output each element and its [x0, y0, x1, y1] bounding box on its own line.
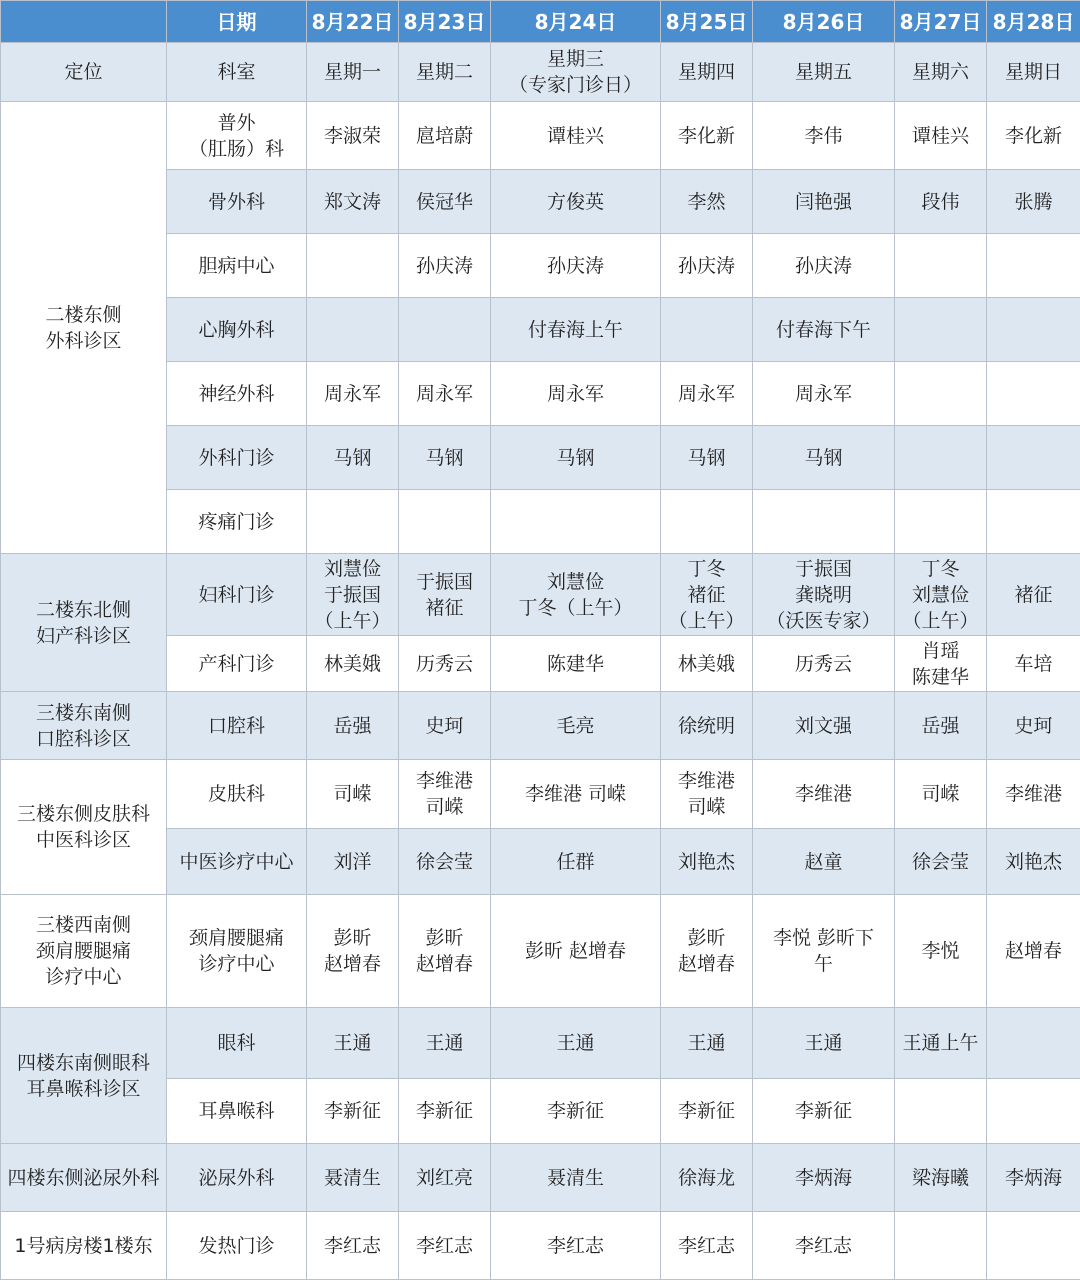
date-cell: 8月25日 — [661, 1, 753, 43]
location-header: 定位 — [1, 43, 167, 102]
doctor-cell: 李维港 — [753, 760, 895, 829]
doctor-cell: 方俊英 — [491, 170, 661, 234]
doctor-cell: 刘慧俭 于振国 （上午） — [307, 554, 399, 636]
doctor-cell: 李化新 — [661, 102, 753, 170]
date-corner-cell — [1, 1, 167, 43]
doctor-cell — [307, 234, 399, 298]
department-cell: 耳鼻喉科 — [167, 1079, 307, 1144]
date-cell: 8月23日 — [399, 1, 491, 43]
doctor-cell: 王通 — [399, 1008, 491, 1079]
doctor-cell: 闫艳强 — [753, 170, 895, 234]
weekday-cell: 星期一 — [307, 43, 399, 102]
doctor-cell: 李维港 司嵘 — [661, 760, 753, 829]
doctor-cell — [399, 298, 491, 362]
doctor-cell: 周永军 — [491, 362, 661, 426]
doctor-cell: 徐会莹 — [895, 829, 987, 895]
doctor-cell: 马钢 — [753, 426, 895, 490]
doctor-cell: 聂清生 — [307, 1144, 399, 1212]
doctor-cell — [491, 490, 661, 554]
date-cell: 8月28日 — [987, 1, 1080, 43]
location-cell: 二楼东侧 外科诊区 — [1, 102, 167, 554]
department-cell: 皮肤科 — [167, 760, 307, 829]
weekday-cell: 星期三 （专家门诊日） — [491, 43, 661, 102]
doctor-cell: 刘艳杰 — [987, 829, 1080, 895]
doctor-cell: 林美娥 — [307, 636, 399, 692]
doctor-cell: 马钢 — [491, 426, 661, 490]
doctor-cell — [895, 1079, 987, 1144]
doctor-cell: 李红志 — [491, 1212, 661, 1280]
schedule-row — [1, 760, 1080, 829]
doctor-cell: 付春海上午 — [491, 298, 661, 362]
weekday-cell: 星期日 — [987, 43, 1080, 102]
doctor-cell: 李新征 — [753, 1079, 895, 1144]
location-cell: 四楼东侧泌尿外科 — [1, 1144, 167, 1212]
doctor-cell: 张腾 — [987, 170, 1080, 234]
doctor-cell: 彭昕 赵增春 — [661, 895, 753, 1008]
doctor-cell: 车培 — [987, 636, 1080, 692]
doctor-cell: 李红志 — [753, 1212, 895, 1280]
doctor-cell: 李伟 — [753, 102, 895, 170]
doctor-cell — [895, 1212, 987, 1280]
doctor-cell: 林美娥 — [661, 636, 753, 692]
doctor-cell: 李炳海 — [753, 1144, 895, 1212]
doctor-cell: 岳强 — [895, 692, 987, 760]
department-cell: 发热门诊 — [167, 1212, 307, 1280]
doctor-cell: 扈培蔚 — [399, 102, 491, 170]
doctor-cell — [307, 298, 399, 362]
doctor-cell: 李然 — [661, 170, 753, 234]
doctor-cell: 周永军 — [753, 362, 895, 426]
doctor-cell — [895, 362, 987, 426]
doctor-cell: 孙庆涛 — [399, 234, 491, 298]
department-header: 科室 — [167, 43, 307, 102]
doctor-cell: 刘红亮 — [399, 1144, 491, 1212]
doctor-cell: 郑文涛 — [307, 170, 399, 234]
doctor-cell: 马钢 — [399, 426, 491, 490]
doctor-cell: 孙庆涛 — [661, 234, 753, 298]
doctor-cell: 徐会莹 — [399, 829, 491, 895]
doctor-cell — [661, 298, 753, 362]
location-cell: 1号病房楼1楼东 — [1, 1212, 167, 1280]
weekday-cell: 星期二 — [399, 43, 491, 102]
doctor-cell: 丁冬 刘慧俭 （上午） — [895, 554, 987, 636]
doctor-cell: 李悦 — [895, 895, 987, 1008]
date-label: 日期 — [167, 1, 307, 43]
doctor-cell: 李新征 — [399, 1079, 491, 1144]
doctor-cell: 刘慧俭 丁冬（上午） — [491, 554, 661, 636]
department-cell: 产科门诊 — [167, 636, 307, 692]
doctor-cell: 李化新 — [987, 102, 1080, 170]
doctor-cell — [895, 426, 987, 490]
schedule-row — [1, 1008, 1080, 1079]
schedule-row — [1, 554, 1080, 636]
doctor-cell: 赵童 — [753, 829, 895, 895]
doctor-cell: 史珂 — [399, 692, 491, 760]
doctor-cell: 史珂 — [987, 692, 1080, 760]
doctor-cell: 彭昕 赵增春 — [307, 895, 399, 1008]
doctor-cell: 陈建华 — [491, 636, 661, 692]
department-cell: 心胸外科 — [167, 298, 307, 362]
doctor-cell: 李维港 司嵘 — [399, 760, 491, 829]
doctor-cell: 历秀云 — [399, 636, 491, 692]
schedule-row — [1, 895, 1080, 1008]
doctor-cell — [987, 298, 1080, 362]
weekday-cell: 星期五 — [753, 43, 895, 102]
doctor-cell: 刘洋 — [307, 829, 399, 895]
doctor-cell: 李悦 彭昕下 午 — [753, 895, 895, 1008]
doctor-cell — [987, 234, 1080, 298]
doctor-cell: 周永军 — [399, 362, 491, 426]
doctor-cell: 王通上午 — [895, 1008, 987, 1079]
doctor-cell: 刘艳杰 — [661, 829, 753, 895]
department-cell: 口腔科 — [167, 692, 307, 760]
doctor-cell — [987, 426, 1080, 490]
doctor-cell — [895, 298, 987, 362]
department-cell: 疼痛门诊 — [167, 490, 307, 554]
doctor-cell — [987, 1212, 1080, 1280]
weekday-cell: 星期四 — [661, 43, 753, 102]
doctor-cell: 任群 — [491, 829, 661, 895]
schedule-row — [1, 692, 1080, 760]
doctor-cell: 于振国 褚征 — [399, 554, 491, 636]
department-cell: 神经外科 — [167, 362, 307, 426]
doctor-cell: 李新征 — [491, 1079, 661, 1144]
department-cell: 颈肩腰腿痛 诊疗中心 — [167, 895, 307, 1008]
doctor-cell: 李红志 — [661, 1212, 753, 1280]
doctor-cell: 于振国 龚晓明 （沃医专家） — [753, 554, 895, 636]
doctor-cell: 丁冬 褚征 （上午） — [661, 554, 753, 636]
doctor-cell — [753, 490, 895, 554]
doctor-cell: 周永军 — [661, 362, 753, 426]
schedule-body — [1, 1, 1080, 1280]
department-cell: 普外 （肛肠）科 — [167, 102, 307, 170]
date-header-row — [1, 1, 1080, 43]
department-cell: 中医诊疗中心 — [167, 829, 307, 895]
doctor-cell: 王通 — [307, 1008, 399, 1079]
doctor-cell: 毛亮 — [491, 692, 661, 760]
doctor-cell: 李淑荣 — [307, 102, 399, 170]
doctor-cell: 李维港 司嵘 — [491, 760, 661, 829]
doctor-cell: 徐海龙 — [661, 1144, 753, 1212]
doctor-cell: 彭昕 赵增春 — [491, 895, 661, 1008]
department-cell: 眼科 — [167, 1008, 307, 1079]
doctor-cell: 周永军 — [307, 362, 399, 426]
doctor-cell — [987, 1008, 1080, 1079]
date-cell: 8月27日 — [895, 1, 987, 43]
doctor-cell — [987, 362, 1080, 426]
doctor-cell: 马钢 — [307, 426, 399, 490]
schedule-row — [1, 1144, 1080, 1212]
weekday-cell: 星期六 — [895, 43, 987, 102]
schedule-row — [1, 102, 1080, 170]
location-cell: 三楼东南侧 口腔科诊区 — [1, 692, 167, 760]
doctor-cell: 王通 — [491, 1008, 661, 1079]
doctor-cell: 侯冠华 — [399, 170, 491, 234]
doctor-cell: 李炳海 — [987, 1144, 1080, 1212]
department-cell: 骨外科 — [167, 170, 307, 234]
doctor-cell: 段伟 — [895, 170, 987, 234]
date-cell: 8月24日 — [491, 1, 661, 43]
doctor-cell: 孙庆涛 — [491, 234, 661, 298]
doctor-cell — [895, 490, 987, 554]
doctor-cell: 肖瑶 陈建华 — [895, 636, 987, 692]
location-cell: 三楼东侧皮肤科 中医科诊区 — [1, 760, 167, 895]
doctor-cell: 王通 — [661, 1008, 753, 1079]
doctor-cell: 李新征 — [307, 1079, 399, 1144]
doctor-cell — [895, 234, 987, 298]
doctor-cell — [987, 1079, 1080, 1144]
department-cell: 胆病中心 — [167, 234, 307, 298]
department-cell: 泌尿外科 — [167, 1144, 307, 1212]
doctor-cell: 李红志 — [307, 1212, 399, 1280]
department-cell: 外科门诊 — [167, 426, 307, 490]
department-cell: 妇科门诊 — [167, 554, 307, 636]
doctor-cell — [661, 490, 753, 554]
doctor-cell: 孙庆涛 — [753, 234, 895, 298]
location-cell: 三楼西南侧 颈肩腰腿痛 诊疗中心 — [1, 895, 167, 1008]
weekday-header-row — [1, 43, 1080, 102]
doctor-cell — [307, 490, 399, 554]
doctor-cell: 司嵘 — [307, 760, 399, 829]
doctor-cell: 王通 — [753, 1008, 895, 1079]
location-cell: 四楼东南侧眼科 耳鼻喉科诊区 — [1, 1008, 167, 1144]
doctor-cell: 李维港 — [987, 760, 1080, 829]
doctor-cell: 付春海下午 — [753, 298, 895, 362]
date-cell: 8月26日 — [753, 1, 895, 43]
location-cell: 二楼东北侧 妇产科诊区 — [1, 554, 167, 692]
doctor-cell: 徐统明 — [661, 692, 753, 760]
date-cell: 8月22日 — [307, 1, 399, 43]
doctor-cell: 谭桂兴 — [895, 102, 987, 170]
doctor-cell — [399, 490, 491, 554]
doctor-cell: 李新征 — [661, 1079, 753, 1144]
doctor-cell: 梁海曦 — [895, 1144, 987, 1212]
doctor-cell: 彭昕 赵增春 — [399, 895, 491, 1008]
doctor-cell — [987, 490, 1080, 554]
doctor-cell: 聂清生 — [491, 1144, 661, 1212]
doctor-cell: 李红志 — [399, 1212, 491, 1280]
doctor-cell: 司嵘 — [895, 760, 987, 829]
doctor-cell: 赵增春 — [987, 895, 1080, 1008]
doctor-cell: 马钢 — [661, 426, 753, 490]
doctor-cell: 刘文强 — [753, 692, 895, 760]
doctor-cell: 谭桂兴 — [491, 102, 661, 170]
doctor-cell: 岳强 — [307, 692, 399, 760]
schedule-row — [1, 1212, 1080, 1280]
doctor-cell: 褚征 — [987, 554, 1080, 636]
doctor-cell: 历秀云 — [753, 636, 895, 692]
